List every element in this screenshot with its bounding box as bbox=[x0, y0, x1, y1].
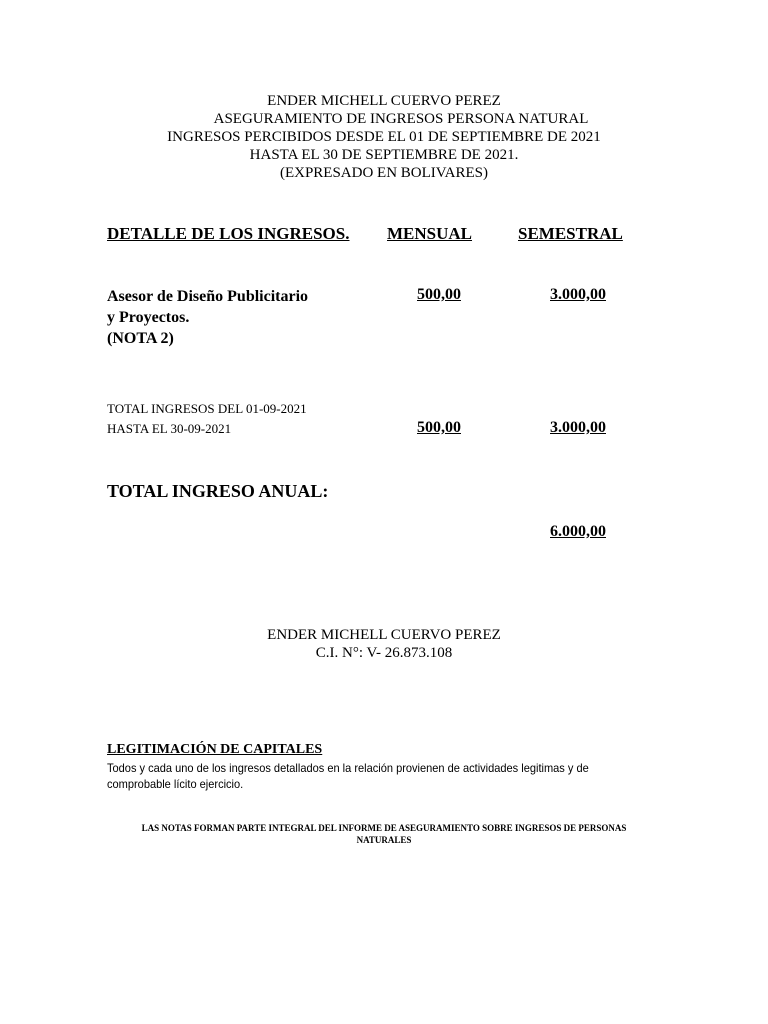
annual-total-label: TOTAL INGRESO ANUAL: bbox=[107, 481, 329, 501]
total-period-line2: HASTA EL 30-09-2021 bbox=[107, 421, 232, 436]
column-semester-heading: SEMESTRAL bbox=[518, 224, 623, 243]
person-name: ENDER MICHELL CUERVO PEREZ bbox=[267, 93, 501, 109]
legitimation-body-line1: Todos y cada uno de los ingresos detallados en la relación provienen de actividades legitimas y de bbox=[107, 761, 589, 775]
total-period-line1: TOTAL INGRESOS DEL 01-09-2021 bbox=[107, 401, 307, 416]
income-item-note: (NOTA 2) bbox=[107, 330, 174, 347]
report-title: ASEGURAMIENTO DE INGRESOS PERSONA NATURAL bbox=[213, 111, 589, 127]
footer-note-line2: NATURALES bbox=[356, 835, 412, 845]
period-to: HASTA EL 30 DE SEPTIEMBRE DE 2021. bbox=[249, 147, 519, 163]
total-period-monthly: 500,00 bbox=[417, 419, 461, 436]
income-item-line1: Asesor de Diseño Publicitario bbox=[107, 288, 309, 305]
income-item-line2: y Proyectos. bbox=[107, 309, 190, 326]
legitimation-body-line2: comprobable lícito ejercicio. bbox=[107, 777, 244, 791]
total-period-semester: 3.000,00 bbox=[550, 419, 606, 436]
currency-note: (EXPRESADO EN BOLIVARES) bbox=[279, 165, 489, 181]
column-detail-heading: DETALLE DE LOS INGRESOS. bbox=[107, 224, 350, 243]
signature-name: ENDER MICHELL CUERVO PEREZ bbox=[267, 627, 501, 643]
column-monthly-heading: MENSUAL bbox=[387, 224, 473, 243]
legitimation-title: LEGITIMACIÓN DE CAPITALES bbox=[107, 742, 323, 757]
signature-id: C.I. N°: V- 26.873.108 bbox=[315, 645, 453, 661]
income-item-monthly: 500,00 bbox=[417, 286, 461, 303]
footer-note-line1: LAS NOTAS FORMAN PARTE INTEGRAL DEL INFORME DE ASEGURAMIENTO SOBRE INGRESOS DE PERSONAS bbox=[141, 823, 627, 833]
annual-total-value: 6.000,00 bbox=[550, 523, 606, 540]
income-item-semester: 3.000,00 bbox=[550, 286, 606, 303]
period-from: INGRESOS PERCIBIDOS DESDE EL 01 DE SEPTIEMBRE DE 2021 bbox=[167, 129, 601, 145]
